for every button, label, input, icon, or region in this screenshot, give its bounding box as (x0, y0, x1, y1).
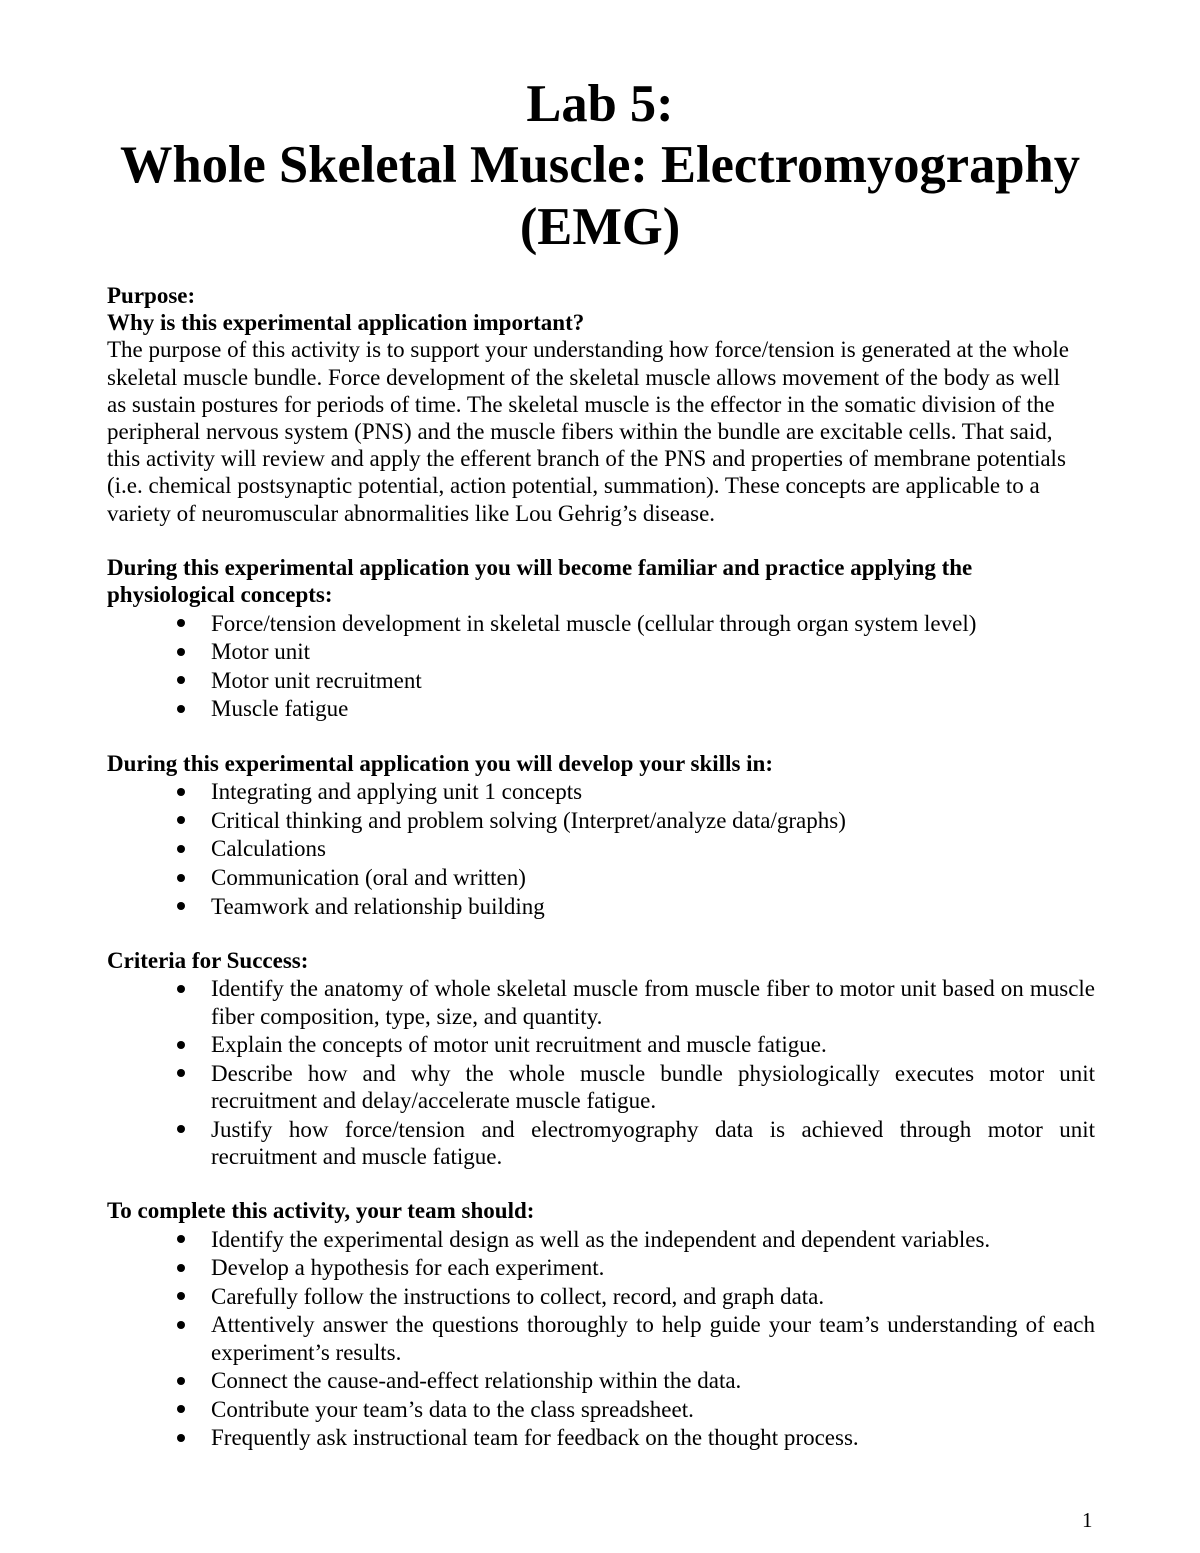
bullet-icon (177, 1434, 185, 1442)
list-item-text: Integrating and applying unit 1 concepts (211, 779, 583, 805)
paragraph-line: skeletal muscle bundle. Force development of the skeletal muscle allows movement of the body as well (107, 364, 1060, 390)
team-tasks-heading: To complete this activity, your team should: (107, 1198, 535, 1224)
bullet-icon (177, 1264, 185, 1272)
list-item-text: recruitment and muscle fatigue. (211, 1143, 503, 1169)
list-item (107, 1424, 1095, 1451)
paragraph-line: this activity will review and apply the efferent branch of the PNS and properties of membrane potentials (107, 446, 1066, 472)
list-item (107, 807, 1095, 834)
bullet-icon (177, 845, 185, 853)
list-item (107, 1254, 1095, 1281)
list-item-text: Motor unit recruitment (211, 667, 422, 693)
title-line-topic: Whole Skeletal Muscle: Electromyography (120, 136, 1080, 194)
title-line-lab-number: Lab 5: (526, 74, 674, 133)
purpose-subheading: Why is this experimental application important? (107, 310, 585, 336)
list-item-text: Calculations (211, 836, 326, 862)
list-item-text: Connect the cause-and-effect relationship within the data. (211, 1368, 742, 1394)
title-line-abbreviation: (EMG) (519, 197, 681, 256)
list-item (107, 975, 1095, 1029)
bullet-icon (177, 676, 185, 684)
list-item (107, 864, 1095, 891)
concepts-heading: During this experimental application you will become familiar and practice applying the (107, 555, 973, 581)
document-body (107, 282, 1095, 1451)
list-item-text: fiber composition, type, size, and quantity. (211, 1003, 603, 1029)
bullet-icon (177, 788, 185, 796)
list-item-text: Force/tension development in skeletal muscle (cellular through organ system level) (211, 610, 977, 636)
concepts-heading: physiological concepts: (107, 582, 333, 608)
list-item (107, 1311, 1095, 1365)
list-item-text: Communication (oral and written) (211, 864, 526, 890)
list-item (107, 1060, 1095, 1114)
bullet-icon (177, 648, 185, 656)
bullet-icon (177, 1292, 185, 1300)
list-item-text: recruitment and delay/accelerate muscle fatigue. (211, 1087, 657, 1113)
team-tasks-list (107, 1226, 1095, 1452)
paragraph-line: as sustain postures for periods of time. The skeletal muscle is the effector in the somatic division of the (107, 391, 1055, 417)
criteria-list (107, 975, 1095, 1169)
list-item-text: Attentively answer the questions thoroughly to help guide your team’s understanding of each (211, 1312, 1095, 1338)
bullet-icon (177, 1125, 185, 1133)
list-item (107, 778, 1095, 805)
list-item (107, 893, 1095, 920)
list-item-text: Carefully follow the instructions to collect, record, and graph data. (211, 1283, 825, 1309)
list-item-text: Frequently ask instructional team for feedback on the thought process. (211, 1425, 859, 1451)
purpose-heading: Purpose: (107, 283, 196, 308)
bullet-icon (177, 1377, 185, 1385)
bullet-icon (177, 902, 185, 910)
bullet-icon (177, 1321, 185, 1329)
list-item (107, 1116, 1095, 1170)
team-tasks-section (107, 1197, 1095, 1451)
paragraph-line: (i.e. chemical postsynaptic potential, action potential, summation). These concepts are applicable to a (107, 473, 1040, 499)
purpose-paragraph (107, 336, 1095, 526)
list-item-text: Motor unit (211, 639, 311, 665)
list-item-text: Muscle fatigue (211, 696, 349, 722)
list-item (107, 835, 1095, 862)
list-item-text: Describe how and why the whole muscle bundle physiologically executes motor unit (211, 1060, 1095, 1086)
bullet-icon (177, 1041, 185, 1049)
list-item (107, 1226, 1095, 1253)
bullet-icon (177, 985, 185, 993)
skills-heading: During this experimental application you will develop your skills in: (107, 750, 774, 776)
bullet-icon (177, 816, 185, 824)
list-item-text: Justify how force/tension and electromyography data is achieved through motor unit (211, 1116, 1095, 1142)
skills-list (107, 778, 1095, 919)
skills-section (107, 750, 1095, 920)
bullet-icon (177, 1235, 185, 1243)
bullet-icon (177, 1069, 185, 1077)
paragraph-line: peripheral nervous system (PNS) and the muscle fibers within the bundle are excitable cells. That said, (107, 419, 1053, 445)
list-item (107, 610, 1095, 637)
list-item-text: Identify the anatomy of whole skeletal muscle from muscle fiber to motor unit based on muscle (211, 976, 1095, 1002)
list-item (107, 1283, 1095, 1310)
paragraph-line: The purpose of this activity is to support your understanding how force/tension is generated at the whole (107, 337, 1069, 363)
list-item-text: Critical thinking and problem solving (Interpret/analyze data/graphs) (211, 807, 846, 833)
list-item (107, 695, 1095, 722)
list-item-text: Develop a hypothesis for each experiment. (211, 1255, 605, 1281)
list-item-text: Explain the concepts of motor unit recruitment and muscle fatigue. (211, 1032, 827, 1058)
list-item (107, 1396, 1095, 1423)
bullet-icon (177, 1405, 185, 1413)
bullet-icon (177, 705, 185, 713)
concepts-list (107, 610, 1095, 723)
bullet-icon (177, 619, 185, 627)
bullet-icon (177, 874, 185, 882)
purpose-section (107, 282, 1095, 527)
list-item (107, 667, 1095, 694)
criteria-heading: Criteria for Success: (107, 947, 309, 973)
list-item-text: Identify the experimental design as well as the independent and dependent variables. (211, 1226, 991, 1252)
list-item-text: Contribute your team’s data to the class spreadsheet. (211, 1396, 694, 1422)
page-number: 1 (1082, 1508, 1093, 1532)
concepts-section (107, 554, 1095, 723)
list-item (107, 638, 1095, 665)
criteria-section (107, 947, 1095, 1170)
list-item-text: experiment’s results. (211, 1339, 402, 1365)
list-item (107, 1031, 1095, 1058)
lab-title (0, 74, 1200, 259)
list-item-text: Teamwork and relationship building (211, 893, 545, 919)
paragraph-line: variety of neuromuscular abnormalities like Lou Gehrig’s disease. (107, 500, 716, 526)
list-item (107, 1367, 1095, 1394)
